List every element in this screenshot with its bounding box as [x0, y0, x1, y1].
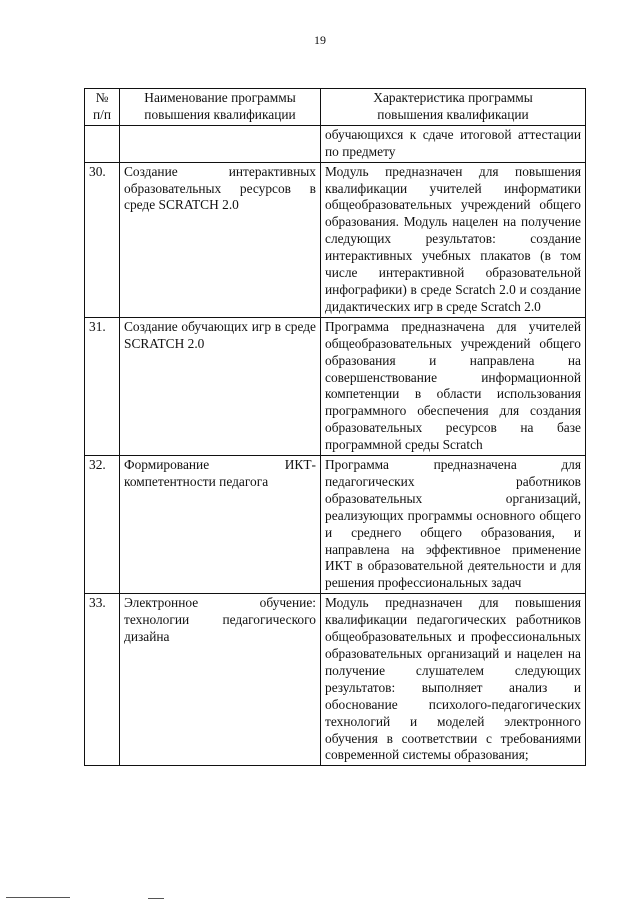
cell-num: 31.: [85, 317, 120, 455]
table-row-continuation: [85, 125, 586, 162]
scan-edge-marks: [0, 893, 640, 905]
cell-name: [120, 125, 321, 162]
cell-num: 32.: [85, 456, 120, 594]
header-description: Характеристика программы повышения квалификации: [321, 89, 586, 126]
cell-description: Программа предназначена для учителей общеобразовательных учреждений общего образования и направлена на совершенствование информационной компетенции в области использования программного обеспечения для создания образовательных ресурсов на базе программной среды Scratch: [321, 317, 586, 455]
cell-description: обучающихся к сдаче итоговой аттестации по предмету: [321, 125, 586, 162]
scan-artifact: [148, 898, 164, 899]
header-num: № п/п: [85, 89, 120, 126]
table-row: [85, 162, 586, 317]
cell-name: Создание обучающих игр в среде SCRATCH 2.0: [120, 317, 321, 455]
header-name: Наименование программы повышения квалификации: [120, 89, 321, 126]
table-row: [85, 594, 586, 766]
cell-name: Создание интерактивных образовательных ресурсов в среде SCRATCH 2.0: [120, 162, 321, 317]
cell-description: Модуль предназначен для повышения квалификации педагогических работников общеобразовательных и профессиональных образовательных организаций и нацелен на получение слушателем следующих результатов: выполняет анализ и обоснование психолого-педагогических технологий и моделей электронного обучения в соответствии с требованиями современной системы образования;: [321, 594, 586, 766]
cell-description: Модуль предназначен для повышения квалификации учителей информатики общеобразовательных учреждений общего образования. Модуль нацелен на получение следующих результатов: создание интерактивных учебных плакатов (в том числе интерактивной образовательной инфографики) в среде Scratch 2.0 и создание дидактических игр в среде Scratch 2.0: [321, 162, 586, 317]
cell-num: 33.: [85, 594, 120, 766]
cell-description: Программа предназначена для педагогических работников образовательных организаций, реализующих программы основного общего и среднего общего образования, и направлена на эффективное применение ИКТ в образовательной деятельности и для решения профессиональных задач: [321, 456, 586, 594]
table-header-row: [85, 89, 586, 126]
programs-table: [84, 88, 586, 766]
cell-name: Электронное обучение: технологии педагогического дизайна: [120, 594, 321, 766]
cell-name: Формирование ИКТ-компетентности педагога: [120, 456, 321, 594]
table-row: [85, 317, 586, 455]
table-row: [85, 456, 586, 594]
page-number: 19: [314, 33, 326, 47]
cell-num: [85, 125, 120, 162]
cell-num: 30.: [85, 162, 120, 317]
scan-artifact: [6, 897, 70, 898]
